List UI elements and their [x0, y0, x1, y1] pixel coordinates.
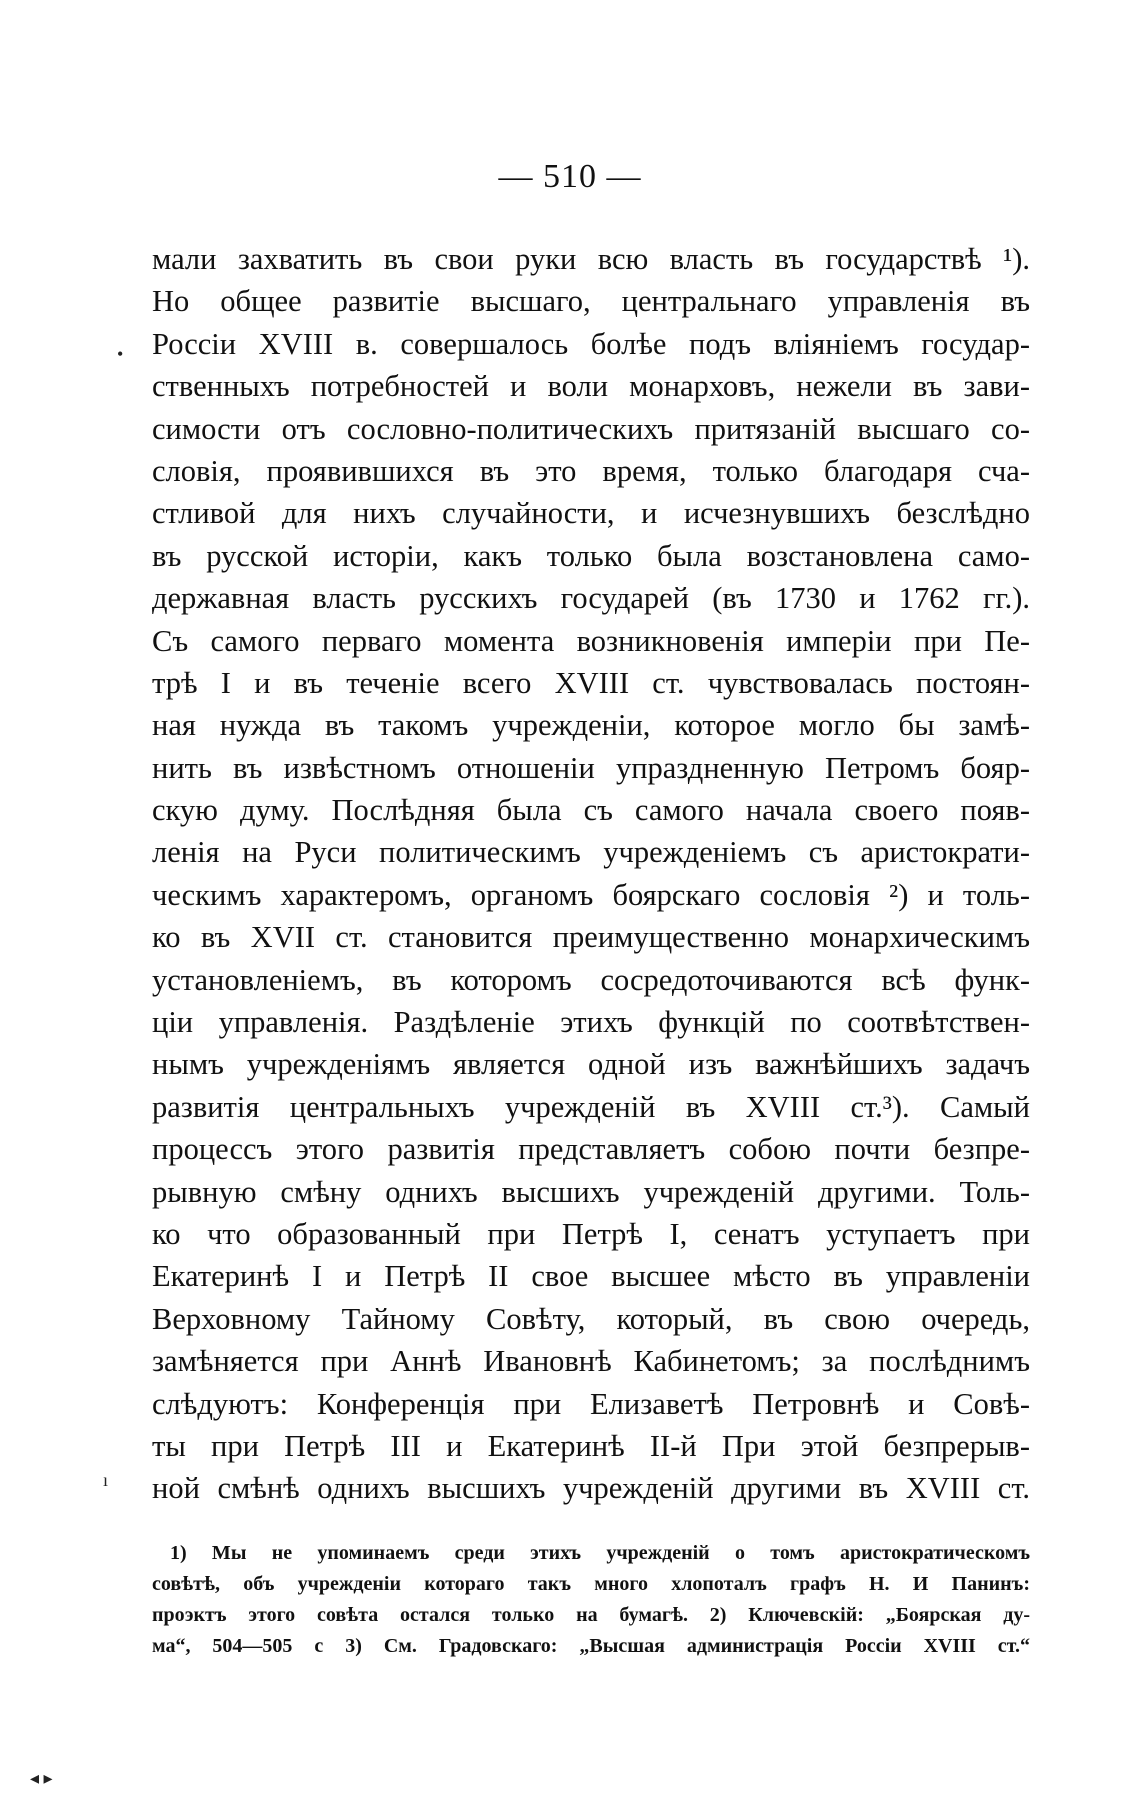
text-line: развитія центральныхъ учрежденій въ XVIII ст.³). Самый — [152, 1089, 1030, 1124]
text-line: замѣняется при Аннѣ Ивановнѣ Кабинетомъ; за послѣднимъ — [152, 1344, 1030, 1379]
text-line: Россіи XVIII в. совершалось болѣе подъ вліяніемъ государ- — [152, 326, 1030, 361]
body-text — [152, 238, 1030, 1510]
text-line: симости отъ сословно-политическихъ притязаній высшаго со- — [152, 411, 1030, 446]
footnotes — [152, 1538, 1030, 1662]
scan-speck: ı — [103, 1470, 109, 1490]
text-line: ной смѣнѣ однихъ высшихъ учрежденій другими въ XVIII ст. — [152, 1471, 1030, 1506]
text-line: ческимъ характеромъ, органомъ боярскаго сословія ²) и толь- — [152, 877, 1030, 912]
text-line: Екатеринѣ I и Петрѣ II свое высшее мѣсто въ управленіи — [152, 1259, 1030, 1294]
text-line: нымъ учрежденіямъ является одной изъ важнѣйшихъ задачъ — [152, 1047, 1030, 1082]
text-line: словія, проявившихся въ это время, только благодаря сча- — [152, 453, 1030, 488]
text-line: ко въ XVII ст. становится преимущественно монархическимъ — [152, 920, 1030, 955]
text-line: державная власть русскихъ государей (въ 1730 и 1762 гг.). — [152, 581, 1030, 616]
text-line: процессъ этого развитія представляетъ собою почти безпре- — [152, 1132, 1030, 1167]
text-line: ленія на Руси политическимъ учрежденіемъ съ аристократи- — [152, 835, 1030, 870]
footnote-line: ма“, 504—505 с 3) См. Градовскаго: „Высшая администрація Россіи XVIII ст.“ — [152, 1635, 1030, 1657]
text-line: Но общее развитіе высшаго, центральнаго управленія въ — [152, 284, 1030, 319]
text-line: мали захватить въ свои руки всю власть въ государствѣ ¹). — [152, 242, 1030, 276]
scan-speck: • — [117, 344, 124, 364]
text-line: ная нужда въ такомъ учрежденіи, которое могло бы замѣ- — [152, 708, 1030, 743]
scan-speck: ◂ ▸ — [30, 1768, 53, 1788]
footnote-line: 1) Мы не упоминаемъ среди этихъ учрежденій о томъ аристократическомъ — [170, 1542, 1030, 1564]
text-line: въ русской исторіи, какъ только была возстановлена само- — [152, 538, 1030, 573]
text-line: стливой для нихъ случайности, и исчезнувшихъ безслѣдно — [152, 496, 1030, 531]
page-number: — 510 — — [498, 158, 642, 195]
text-line: рывную смѣну однихъ высшихъ учрежденій другими. Толь- — [152, 1174, 1030, 1209]
text-line: Съ самого перваго момента возникновенія имперіи при Пе- — [152, 623, 1030, 658]
text-line: нить въ извѣстномъ отношеніи упраздненную Петромъ бояр- — [152, 750, 1030, 785]
text-line: скую думу. Послѣдняя была съ самого начала своего появ- — [152, 793, 1030, 828]
text-line: ственныхъ потребностей и воли монарховъ, нежели въ зави- — [152, 369, 1030, 404]
footnote-line: совѣтѣ, объ учрежденіи котораго такъ много хлопоталъ графъ Н. И Панинъ: — [152, 1573, 1030, 1595]
text-line: ко что образованный при Петрѣ I, сенатъ уступаетъ при — [152, 1216, 1030, 1251]
text-line: слѣдуютъ: Конференція при Елизаветѣ Петровнѣ и Совѣ- — [152, 1386, 1030, 1421]
text-line: ціи управленія. Раздѣленіе этихъ функцій по соотвѣтствен- — [152, 1005, 1030, 1040]
text-line: ты при Петрѣ III и Екатеринѣ II-й При этой безпрерыв- — [152, 1428, 1030, 1463]
footnote-line: проэктъ этого совѣта остался только на бумагѣ. 2) Ключевскій: „Боярская ду- — [152, 1604, 1030, 1626]
text-line: установленіемъ, въ которомъ сосредоточиваются всѣ функ- — [152, 962, 1030, 997]
text-line: Верховному Тайному Совѣту, который, въ свою очередь, — [152, 1301, 1030, 1336]
text-line: трѣ I и въ теченіе всего XVIII ст. чувствовалась постоян- — [152, 665, 1030, 700]
